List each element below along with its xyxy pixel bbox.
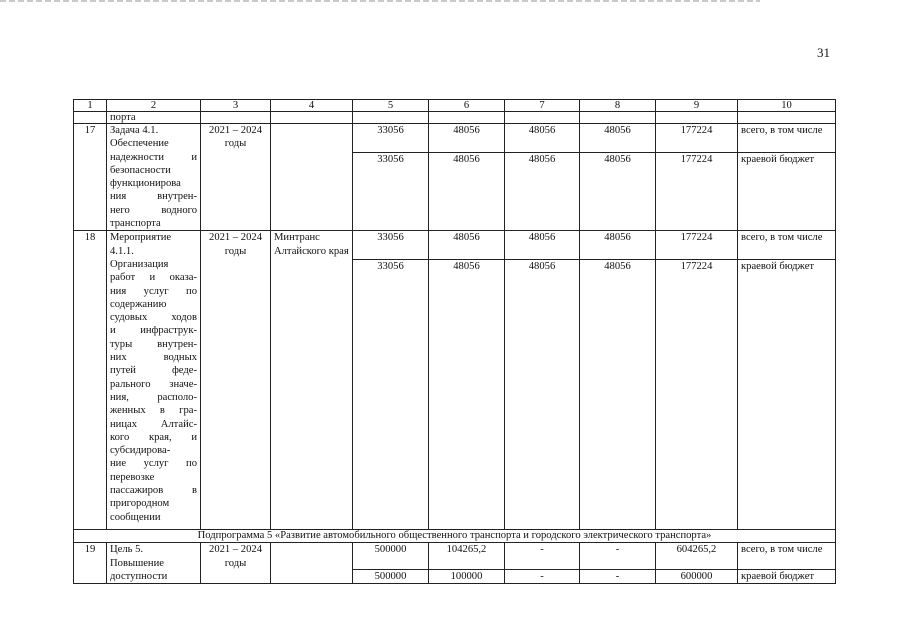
value-2024: 48056 xyxy=(580,231,656,260)
value-2022: 48056 xyxy=(429,231,505,260)
value-2023: 48056 xyxy=(505,260,580,530)
value-2021: 500000 xyxy=(353,569,429,584)
column-number: 5 xyxy=(353,100,429,112)
funding-source: всего, в том числе xyxy=(738,231,836,260)
value-total: 604265,2 xyxy=(656,543,738,569)
table-row xyxy=(74,124,836,153)
row-name-line: надежности и xyxy=(110,151,197,163)
table-row xyxy=(74,543,836,569)
row-name-line: функционирова xyxy=(110,178,181,190)
funding-source: краевой бюджет xyxy=(738,153,836,231)
row-period: 2021 – 2024 годы xyxy=(201,124,271,231)
value-2021: 33056 xyxy=(353,153,429,231)
column-number-row xyxy=(74,100,836,112)
value-2022: 48056 xyxy=(429,153,505,231)
funding-source: краевой бюджет xyxy=(738,260,836,530)
subprogram-title: Подпрограмма 5 «Развитие автомобильного общественного транспорта и городского электрического транспорта» xyxy=(74,530,836,543)
row-name-line: него водного xyxy=(110,204,197,216)
value-2022: 100000 xyxy=(429,569,505,584)
row-name-line: Повышение xyxy=(110,557,164,569)
column-number: 8 xyxy=(580,100,656,112)
row-name-line: безопасности xyxy=(110,164,171,176)
row-name-line: пассажиров в xyxy=(110,485,197,497)
value-2022: 104265,2 xyxy=(429,543,505,569)
row-number: 18 xyxy=(74,231,107,530)
row-number: 17 xyxy=(74,124,107,231)
value-2022: 48056 xyxy=(429,260,505,530)
row-executor xyxy=(271,543,353,584)
column-number: 4 xyxy=(271,100,353,112)
column-number: 2 xyxy=(107,100,201,112)
row-name-line: кого края, и xyxy=(110,431,197,443)
value-2024: - xyxy=(580,569,656,584)
value-total: 177224 xyxy=(656,231,738,260)
funding-source: краевой бюджет xyxy=(738,569,836,584)
row-name-line: ния услуг по xyxy=(110,285,197,297)
row-name xyxy=(107,231,201,530)
row-period: 2021 – 2024 годы xyxy=(201,543,271,584)
row-name-line: сообщении xyxy=(110,511,161,523)
row-name-line: Организация xyxy=(110,258,169,270)
value-2024: - xyxy=(580,543,656,569)
value-total: 177224 xyxy=(656,153,738,231)
row-name-line: ния, располо- xyxy=(110,391,197,403)
value-2023: 48056 xyxy=(505,231,580,260)
row-name-line: 4.1.1. xyxy=(110,245,134,257)
subprogram-row xyxy=(74,530,836,543)
scan-edge xyxy=(0,0,760,2)
continuation-text: порта xyxy=(107,112,201,124)
budget-table xyxy=(73,99,836,584)
row-name-line: женных в гра- xyxy=(110,405,197,417)
row-name-line: них водных xyxy=(110,352,197,364)
row-name-line: перевозке xyxy=(110,471,155,483)
row-name-line: ние услуг по xyxy=(110,458,197,470)
row-name-line: Обеспечение xyxy=(110,138,169,150)
continuation-row xyxy=(74,112,836,124)
column-number: 6 xyxy=(429,100,505,112)
row-name-line: пригородном xyxy=(110,498,170,510)
row-name-line: путей феде- xyxy=(110,365,197,377)
row-name xyxy=(107,124,201,231)
row-period: 2021 – 2024 годы xyxy=(201,231,271,530)
row-name-line: ницах Алтайс- xyxy=(110,418,197,430)
row-name-line: Мероприятие xyxy=(110,232,172,244)
value-2023: 48056 xyxy=(505,124,580,153)
value-total: 177224 xyxy=(656,260,738,530)
row-executor xyxy=(271,124,353,231)
funding-source: всего, в том числе xyxy=(738,543,836,569)
row-executor: Минтранс Алтайского края xyxy=(271,231,353,530)
row-name-line: Цель 5. xyxy=(110,544,144,556)
value-2021: 33056 xyxy=(353,124,429,153)
row-name-line: содержанию xyxy=(110,298,167,310)
column-number: 9 xyxy=(656,100,738,112)
row-name-line: доступности xyxy=(110,570,168,582)
row-name-line: транспорта xyxy=(110,218,161,230)
column-number: 3 xyxy=(201,100,271,112)
value-2023: - xyxy=(505,543,580,569)
value-2021: 33056 xyxy=(353,260,429,530)
value-2021: 33056 xyxy=(353,231,429,260)
column-number: 1 xyxy=(74,100,107,112)
value-total: 177224 xyxy=(656,124,738,153)
row-name-line: субсидирова- xyxy=(110,445,171,457)
row-number: 19 xyxy=(74,543,107,584)
row-name-line: работ и оказа- xyxy=(110,272,197,284)
column-number: 7 xyxy=(505,100,580,112)
value-2023: - xyxy=(505,569,580,584)
value-2024: 48056 xyxy=(580,153,656,231)
row-name-line: судовых ходов xyxy=(110,312,197,324)
value-2021: 500000 xyxy=(353,543,429,569)
table-row xyxy=(74,231,836,260)
row-name-line: рального значе- xyxy=(110,378,197,390)
value-2024: 48056 xyxy=(580,260,656,530)
funding-source: всего, в том числе xyxy=(738,124,836,153)
row-name-line: туры внутрен- xyxy=(110,338,197,350)
row-name-line: ния внутрен- xyxy=(110,191,197,203)
value-2023: 48056 xyxy=(505,153,580,231)
value-2024: 48056 xyxy=(580,124,656,153)
row-name-line: Задача 4.1. xyxy=(110,125,159,136)
value-2022: 48056 xyxy=(429,124,505,153)
row-name xyxy=(107,543,201,584)
value-total: 600000 xyxy=(656,569,738,584)
column-number: 10 xyxy=(738,100,836,112)
row-name-line: и инфраструк- xyxy=(110,325,197,337)
page-number: 31 xyxy=(817,45,830,60)
